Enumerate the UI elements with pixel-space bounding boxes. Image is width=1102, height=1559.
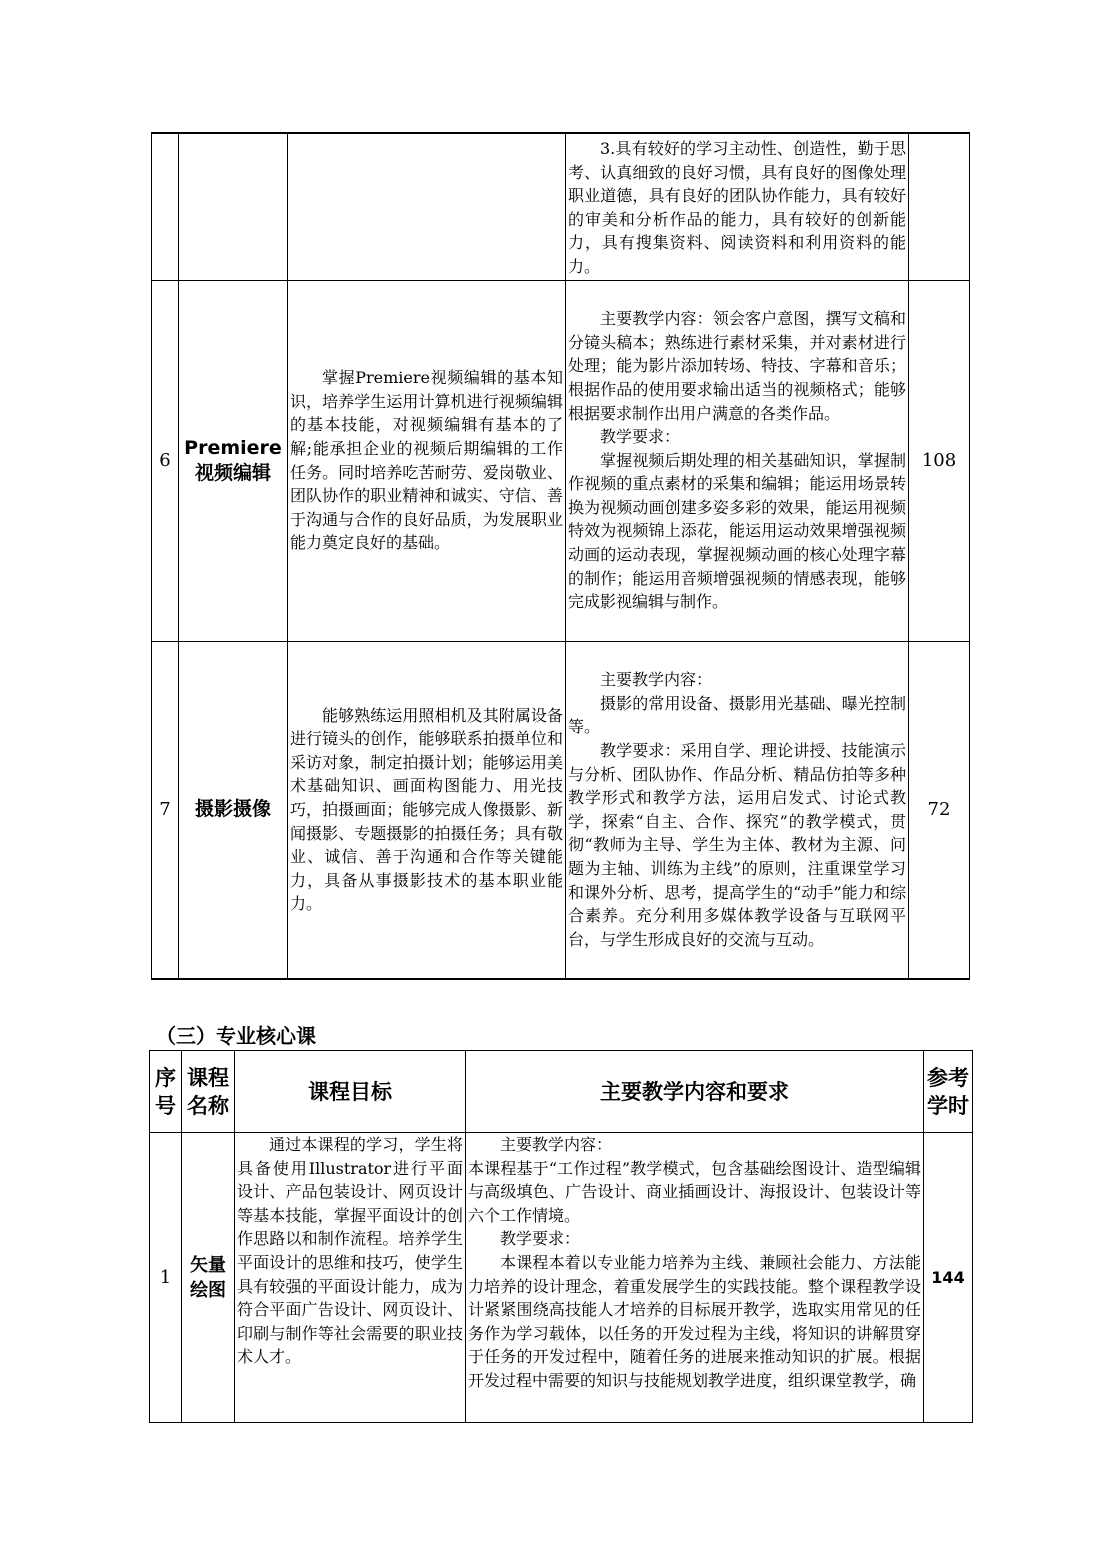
content-paragraph: 主要教学内容：领会客户意图，撰写文稿和分镜头稿本；熟练进行素材采集，并对素材进行处理；能为影片添加转场、特技、字幕和音乐；根据作品的使用要求输出适当的视频格式；能够根据要求制作出用户满意的各类作品。 (568, 309, 906, 423)
course-hours: 144 (924, 1133, 973, 1423)
goal-paragraph: 能够熟练运用照相机及其附属设备进行镜头的创作，能够联系拍摄单位和采访对象，制定拍摄计划；能够运用美术基础知识、画面构图能力、用光技巧，拍摄画面；能够完成人像摄影、新闻摄影、专题摄影的拍摄任务；具有敬业、诚信、善于沟通和合作等关键能力，具备从事摄影技术的基本职业能力。 (290, 705, 563, 914)
content-paragraph: 主要教学内容： (600, 670, 713, 690)
content-paragraph: 本课程基于“工作过程”教学模式，包含基础绘图设计、造型编辑与高级填色、广告设计、商业插画设计、海报设计、包装设计等六个工作情境。 (468, 1158, 921, 1225)
table-row (150, 1133, 973, 1423)
content-paragraph: 摄影的常用设备、摄影用光基础、曝光控制等。 (568, 693, 906, 737)
course-content (566, 641, 909, 979)
content-paragraph: 本课程本着以专业能力培养为主线、兼顾社会能力、方法能力培养的设计理念，着重发展学生的实践技能。整个课程教学设计紧紧围绕高技能人才培养的目标展开教学，选取实用常见的任务作为学习载体，以任务的开发过程为主线，将知识的讲解贯穿于任务的开发过程中，随着任务的进展来推动知识的扩展。根据开发过程中需要的知识与技能规划教学进度，组织课堂教学，确 (468, 1252, 921, 1390)
course-content (566, 133, 909, 280)
course-goal (235, 1133, 466, 1423)
header-content: 主要教学内容和要求 (466, 1051, 924, 1133)
content-paragraph: 主要教学内容： (500, 1135, 613, 1154)
table-row (152, 641, 970, 979)
course-table-continued (151, 132, 970, 980)
content-paragraph: 教学要求： (500, 1229, 581, 1249)
course-hours: 72 (909, 641, 970, 979)
content-paragraph: 3.具有较好的学习主动性、创造性，勤于思考、认真细致的良好习惯，具有良好的图像处理职业道德，具有良好的团队协作能力，具有较好的审美和分析作品的能力，具有较好的创新能力，具有搜集资料、阅读资料和利用资料的能力。 (568, 139, 906, 276)
table-header-row (150, 1051, 973, 1133)
header-name: 课程名称 (182, 1051, 235, 1133)
table-row (152, 280, 970, 641)
content-paragraph: 教学要求：采用自学、理论讲授、技能演示与分析、团队协作、作品分析、精品仿拍等多种教学形式和教学方法，运用启发式、讨论式教学，探索“自主、合作、探究”的教学模式，贯彻“教师为主导、学生为主体、教材为主源、问题为主轴、训练为主线”的原则，注重课堂学习和课外分析、思考，提高学生的“动手”能力和综合素养。充分利用多媒体教学设备与互联网平台，与学生形成良好的交流与互动。 (568, 740, 906, 949)
goal-paragraph: 通过本课程的学习，学生将具备使用Illustrator进行平面设计、产品包装设计、网页设计等基本技能，掌握平面设计的创作思路以和制作流程。培养学生平面设计的思维和技巧，使学生具有较强的平面设计能力，成为符合平面广告设计、网页设计、印刷与制作等社会需要的职业技术人才。 (237, 1135, 463, 1367)
row-number: 1 (150, 1133, 182, 1423)
row-number (152, 133, 179, 280)
course-name: 摄影摄像 (179, 641, 288, 979)
content-paragraph: 掌握视频后期处理的相关基础知识，掌握制作视频的重点素材的采集和编辑；能运用场景转换为视频动画创建多姿多彩的效果，能运用视频特效为视频锦上添花，能运用运动效果增强视频动画的运动表现，掌握视频动画的核心处理字幕的制作；能运用音频增强视频的情感表现，能够完成影视编辑与制作。 (568, 450, 906, 612)
row-number: 7 (152, 641, 179, 979)
section-heading: （三）专业核心课 (156, 1024, 316, 1048)
course-content (566, 280, 909, 641)
course-hours: 108 (909, 280, 970, 641)
course-content (466, 1133, 924, 1423)
row-number: 6 (152, 280, 179, 641)
course-goal (288, 641, 566, 979)
course-hours (909, 133, 970, 280)
course-goal (288, 133, 566, 280)
course-name: 矢量绘图 (182, 1133, 235, 1423)
header-goal: 课程目标 (235, 1051, 466, 1133)
course-name: Premiere视频编辑 (179, 280, 288, 641)
table-row (152, 133, 970, 280)
course-name (179, 133, 288, 280)
goal-paragraph: 掌握Premiere视频编辑的基本知识，培养学生运用计算机进行视频编辑的基本技能，对视频编辑有基本的了解;能承担企业的视频后期编辑的工作任务。同时培养吃苦耐劳、爱岗敬业、团队协作的职业精神和诚实、守信、善于沟通与合作的良好品质，为发展职业能力奠定良好的基础。 (290, 368, 563, 553)
header-hours: 参考学时 (924, 1051, 973, 1133)
course-goal (288, 280, 566, 641)
content-paragraph: 教学要求： (600, 427, 681, 447)
header-num: 序号 (150, 1051, 182, 1133)
core-course-table (149, 1050, 973, 1423)
